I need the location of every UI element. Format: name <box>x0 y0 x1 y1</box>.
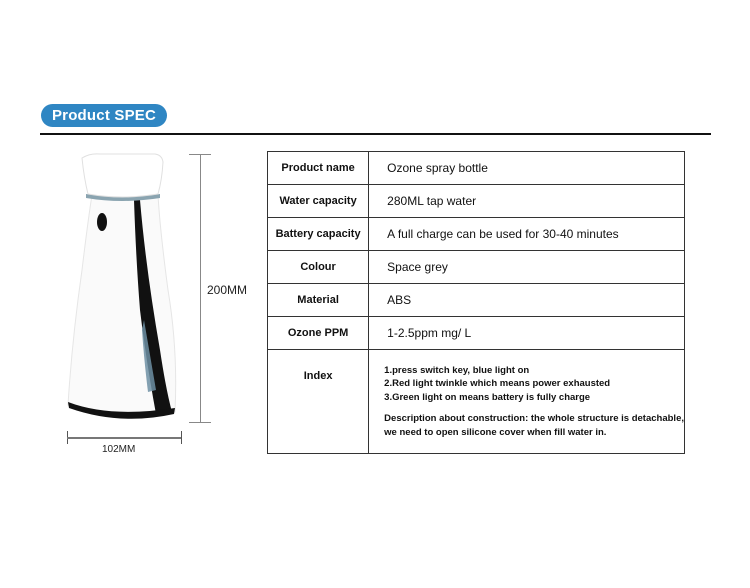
description-line: Description about construction: the whole structure is detachable, <box>384 413 684 425</box>
spec-value: ABS <box>369 284 685 317</box>
table-row-index <box>268 350 685 454</box>
index-line: 2.Red light twinkle which means power exhausted <box>384 378 611 390</box>
header-divider <box>40 133 711 135</box>
spec-key: Battery capacity <box>268 218 369 251</box>
spec-value: 1-2.5ppm mg/ L <box>369 317 685 350</box>
height-dimension-line <box>200 154 201 422</box>
spec-key: Material <box>268 284 369 317</box>
table-row <box>268 317 685 350</box>
spacer <box>384 404 684 412</box>
spec-table <box>267 151 685 454</box>
description-line: we need to open silicone cover when fill water in. <box>384 426 607 438</box>
spec-key: Water capacity <box>268 185 369 218</box>
spec-key: Index <box>268 350 369 454</box>
product-spec-badge: Product SPEC <box>41 104 167 127</box>
width-dimension-cap-right <box>181 431 182 444</box>
index-line: 1.press switch key, blue light on <box>384 364 530 376</box>
spec-value: Space grey <box>369 251 685 284</box>
index-line: 3.Green light on means battery is fully charge <box>384 391 591 403</box>
spec-key: Colour <box>268 251 369 284</box>
spec-value: 280ML tap water <box>369 185 685 218</box>
spec-value: A full charge can be used for 30-40 minutes <box>369 218 685 251</box>
spray-bottle-image <box>60 150 210 420</box>
width-dimension-line <box>67 437 182 439</box>
width-dimension-label: 102MM <box>102 444 136 455</box>
spec-key: Ozone PPM <box>268 317 369 350</box>
height-dimension-label: 200MM <box>207 283 248 297</box>
table-row <box>268 251 685 284</box>
height-dimension-cap-bottom <box>189 422 211 423</box>
table-row <box>268 284 685 317</box>
table-row <box>268 185 685 218</box>
index-instructions <box>369 350 685 454</box>
table-row <box>268 218 685 251</box>
spec-key: Product name <box>268 152 369 185</box>
table-row <box>268 152 685 185</box>
spec-value: Ozone spray bottle <box>369 152 685 185</box>
